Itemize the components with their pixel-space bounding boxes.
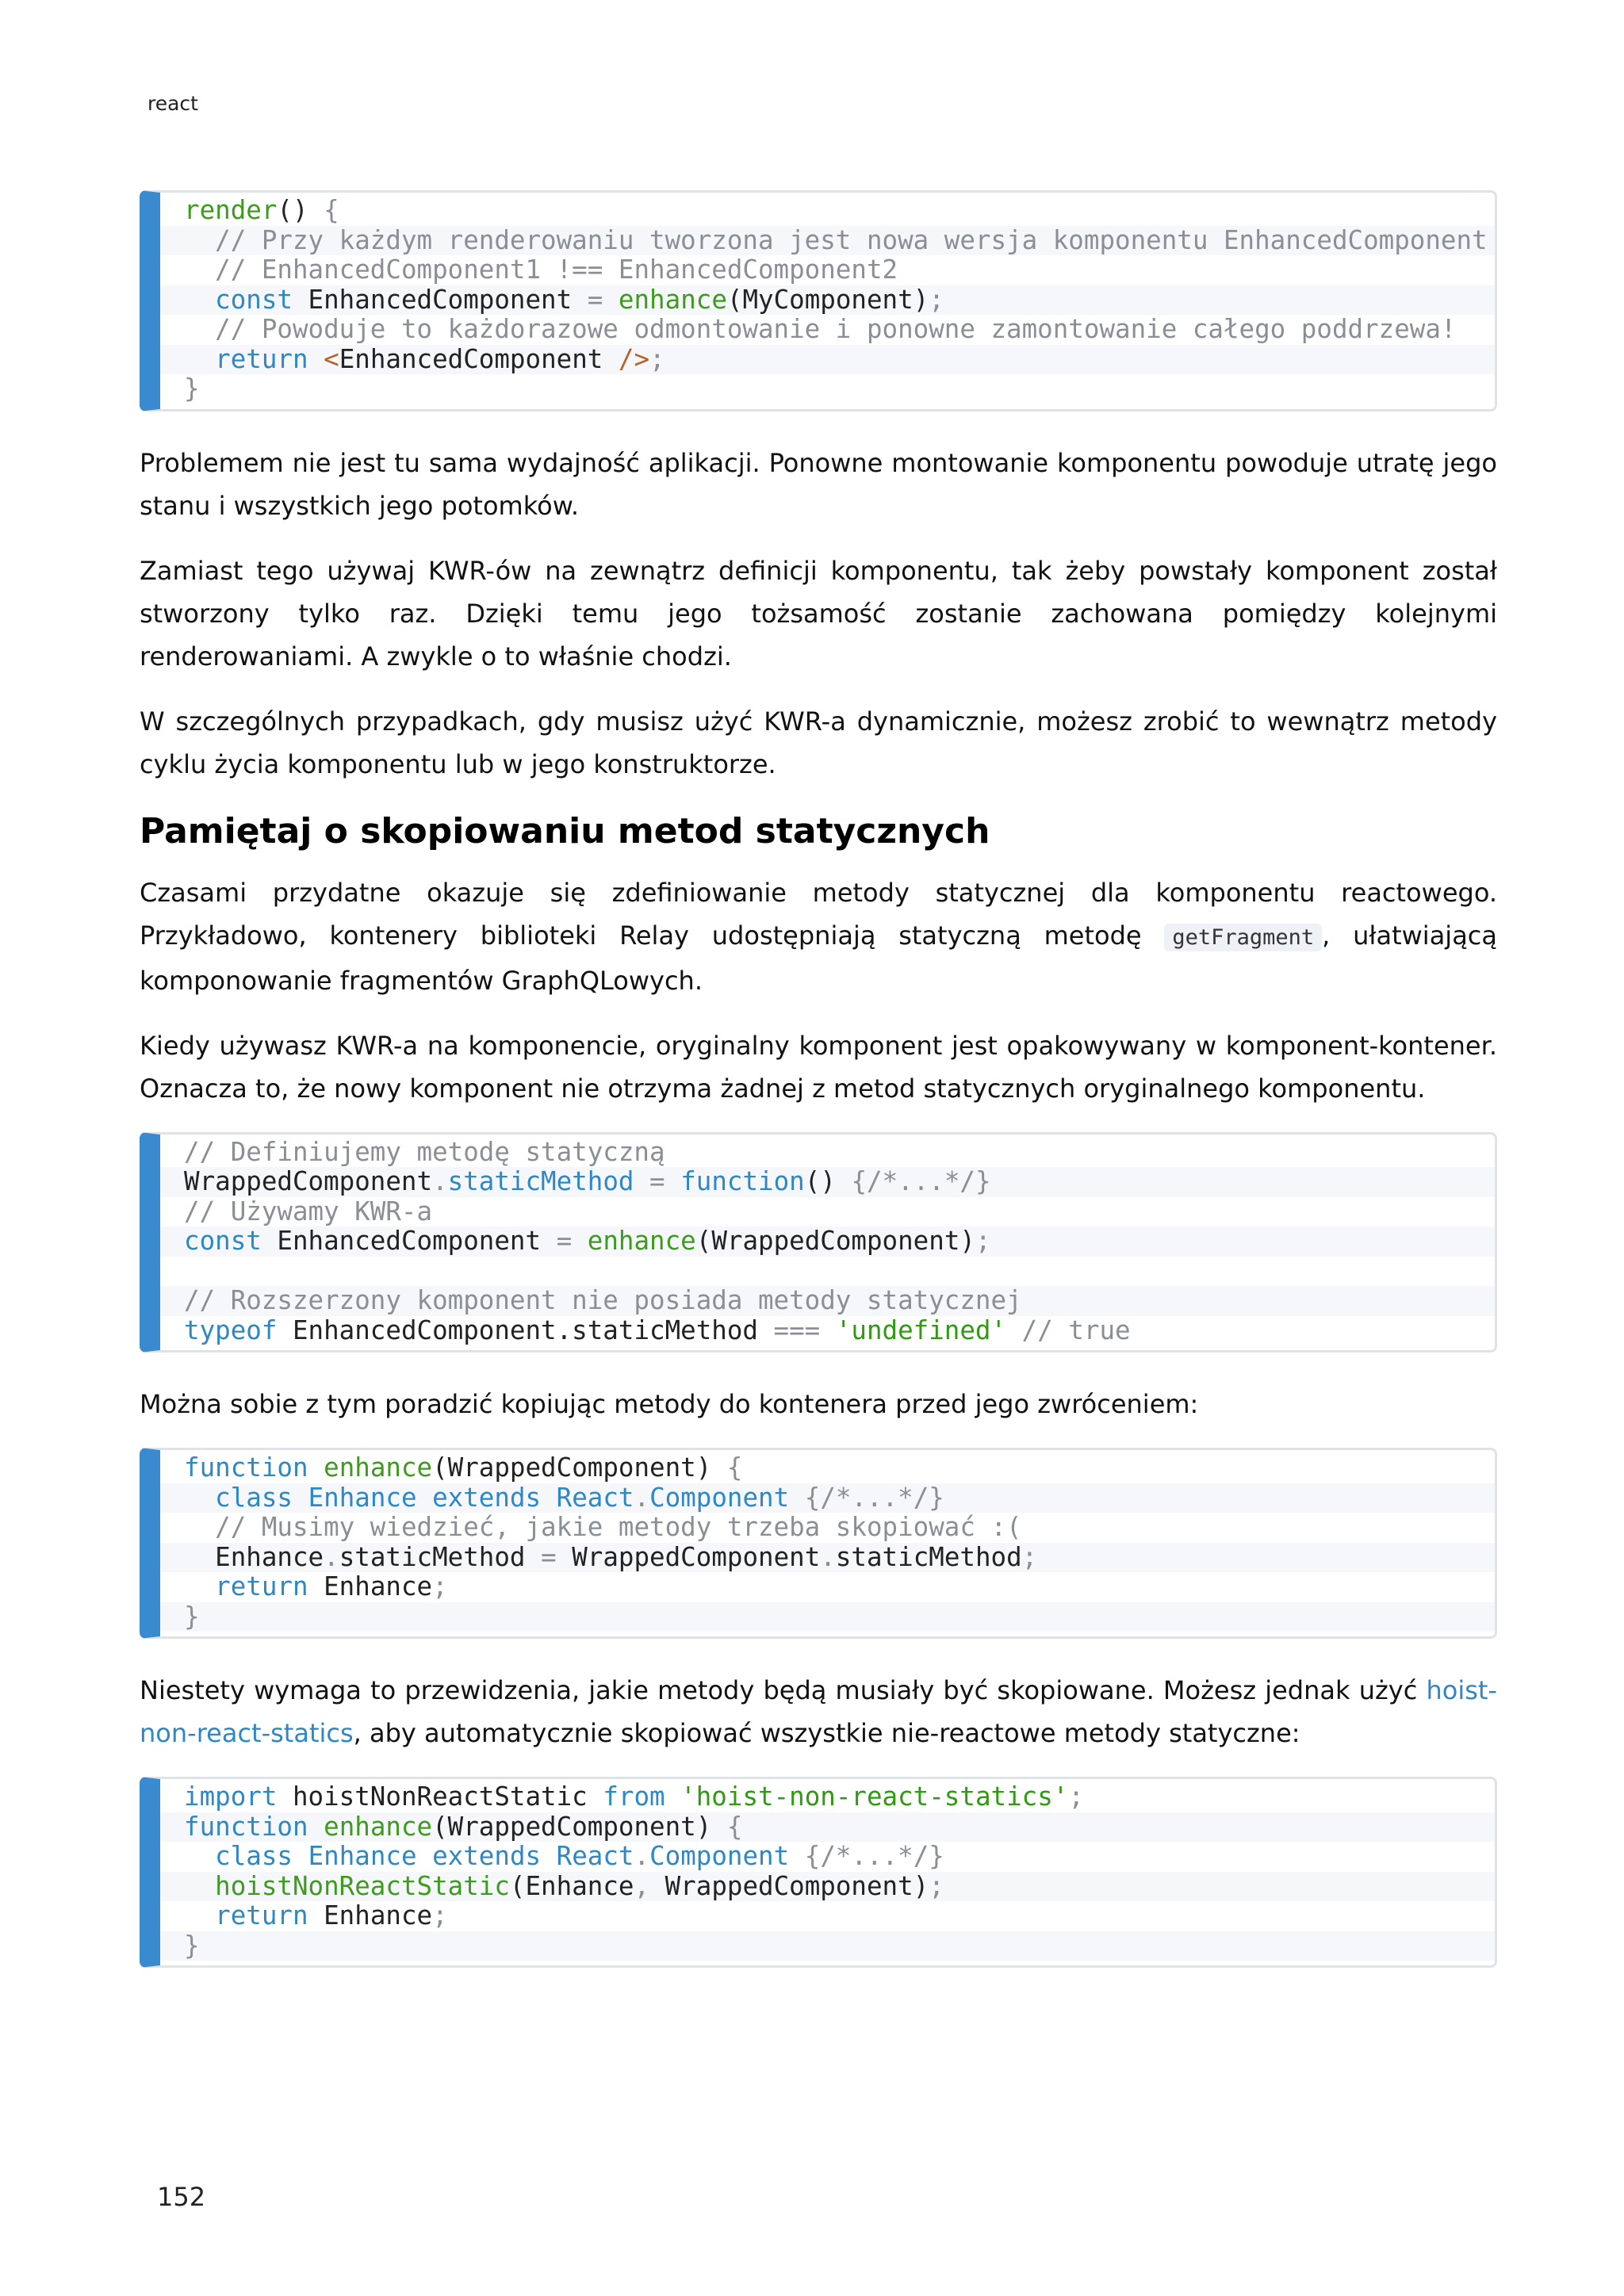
code-token xyxy=(293,1483,308,1513)
code-line xyxy=(184,1453,1495,1483)
code-line xyxy=(184,1316,1495,1346)
code-line xyxy=(160,1483,1495,1513)
code-token: Enhance xyxy=(308,1841,417,1871)
code-token: () xyxy=(277,195,324,225)
code-token: = xyxy=(556,1226,573,1256)
code-token: const xyxy=(184,1226,262,1256)
code-line xyxy=(160,226,1495,256)
code-token xyxy=(541,1841,557,1871)
code-token xyxy=(184,1841,215,1871)
code-token xyxy=(541,1483,557,1513)
code-token xyxy=(184,225,215,255)
code-token: staticMethod xyxy=(447,1166,634,1196)
code-token xyxy=(184,1483,215,1513)
paragraph: Problemem nie jest tu sama wydajność aplikacji. Ponowne montowanie komponentu powoduje utratę jego stanu i wszystkich jego potomków. xyxy=(140,447,1497,521)
code-token: Enhance xyxy=(308,1571,433,1601)
code-token xyxy=(184,285,215,315)
code-token xyxy=(665,1781,681,1812)
code-token: {/*...*/} xyxy=(851,1166,991,1196)
code-token: render xyxy=(184,195,278,225)
code-line xyxy=(160,345,1495,375)
code-token: (WrappedComponent) xyxy=(695,1226,975,1256)
code-block xyxy=(140,190,1497,411)
code-token xyxy=(308,1812,324,1842)
code-token: (MyComponent) xyxy=(726,284,929,315)
code-token: . xyxy=(324,1541,339,1572)
code-token xyxy=(603,285,619,315)
code-line xyxy=(184,1842,1495,1872)
code-line xyxy=(184,1782,1495,1812)
code-token: } xyxy=(184,373,200,404)
code-token: Enhance xyxy=(184,1541,324,1572)
code-token xyxy=(184,1571,215,1601)
code-line xyxy=(160,1543,1495,1573)
paragraph-text: , aby automatycznie skopiować wszystkie nie-reactowe metody statyczne: xyxy=(353,1718,1300,1748)
code-line xyxy=(160,1167,1495,1197)
code-token: React xyxy=(556,1482,634,1513)
code-line xyxy=(184,315,1495,345)
code-token xyxy=(1006,1315,1022,1345)
code-token: // Powoduje to każdorazowe odmontowanie i ponowne zamontowanie całego poddrzewa! xyxy=(215,314,1457,344)
code-token: () xyxy=(804,1166,852,1196)
code-token: < xyxy=(324,343,339,374)
code-token: class xyxy=(215,1482,293,1513)
code-line xyxy=(160,1226,1495,1257)
code-token: . xyxy=(820,1541,836,1572)
code-line xyxy=(184,1197,1495,1227)
code-line xyxy=(184,1513,1495,1543)
code-token: = xyxy=(587,284,603,315)
code-token: function xyxy=(184,1811,308,1842)
code-token xyxy=(184,314,215,344)
code-token: } xyxy=(184,1930,200,1961)
code-token: ; xyxy=(432,1900,448,1931)
code-token: = xyxy=(649,1166,665,1196)
code-block xyxy=(140,1448,1497,1639)
page-number: 152 xyxy=(157,2182,206,2212)
code-token: React xyxy=(556,1841,634,1871)
code-token: Component xyxy=(649,1841,790,1871)
code-token: { xyxy=(726,1811,743,1842)
code-token: extends xyxy=(432,1482,542,1513)
code-token: enhance xyxy=(618,284,727,315)
code-token: Enhance xyxy=(308,1482,417,1513)
code-token: EnhancedComponent xyxy=(261,1226,557,1256)
code-token: // Rozszerzony komponent nie posiada metody statycznej xyxy=(184,1285,1022,1315)
code-token xyxy=(820,1315,836,1345)
code-token: function xyxy=(184,1452,308,1483)
paragraph: Kiedy używasz KWR-a na komponencie, oryginalny komponent jest opakowywany w komponent-kontener. Oznacza to, że nowy komponent nie otrzyma żadnej z metod statycznych oryginalnego komponentu. xyxy=(140,1030,1497,1104)
code-token: EnhancedComponent xyxy=(339,343,619,374)
code-token: . xyxy=(634,1482,650,1513)
code-token xyxy=(184,254,215,285)
code-token: // Przy każdym renderowaniu tworzona jest nowa wersja komponentu EnhancedComponent xyxy=(215,224,1488,255)
paragraph xyxy=(140,1669,1497,1755)
code-token: 'undefined' xyxy=(835,1314,1007,1345)
code-token: enhance xyxy=(324,1452,433,1483)
code-token: ; xyxy=(975,1226,991,1256)
paragraph-text: Niestety wymaga to przewidzenia, jakie metody będą musiały być skopiowane. Możesz jednak użyć xyxy=(140,1675,1427,1705)
code-token: (WrappedComponent) xyxy=(432,1811,727,1842)
paragraph-text: , ułatwiającą komponowanie fragmentów GraphQLowych. xyxy=(140,920,1498,996)
code-token: return xyxy=(215,343,308,374)
code-line xyxy=(184,1257,1495,1287)
code-token xyxy=(308,1452,324,1483)
code-token: extends xyxy=(432,1841,542,1871)
code-token: === xyxy=(773,1314,821,1345)
code-token: Enhance xyxy=(308,1900,433,1931)
code-token xyxy=(789,1483,805,1513)
code-token xyxy=(184,1512,215,1542)
code-line xyxy=(160,1931,1495,1961)
code-token: ; xyxy=(929,284,944,315)
code-token: enhance xyxy=(587,1226,696,1256)
code-token xyxy=(308,344,324,374)
code-line xyxy=(184,1138,1495,1168)
code-token: function xyxy=(680,1166,805,1196)
code-token: /> xyxy=(618,343,650,374)
code-token xyxy=(417,1483,433,1513)
code-token: import xyxy=(184,1781,278,1812)
code-token: // true xyxy=(1021,1314,1131,1345)
code-token: . xyxy=(432,1166,448,1196)
code-token xyxy=(293,1841,308,1871)
code-token: { xyxy=(726,1452,743,1483)
paragraph: Można sobie z tym poradzić kopiując metody do kontenera przed jego zwróceniem: xyxy=(140,1389,1199,1419)
code-token: staticMethod xyxy=(835,1541,1022,1572)
inline-code: getFragment xyxy=(1164,924,1322,951)
code-token: 'hoist-non-react-statics' xyxy=(680,1781,1069,1812)
code-line xyxy=(184,1901,1495,1931)
code-token: ; xyxy=(432,1571,448,1601)
code-line xyxy=(160,1602,1495,1632)
paragraph: Zamiast tego używaj KWR-ów na zewnątrz definicji komponentu, tak żeby powstały komponent został stworzony tylko raz. Dzięki temu jego tożsamość zostanie zachowana pomiędzy kolejnymi renderowaniami. A zwykle o to właśnie chodzi. xyxy=(140,555,1497,672)
code-token xyxy=(184,1900,215,1931)
code-token xyxy=(789,1841,805,1871)
code-line xyxy=(184,196,1495,226)
code-token: (Enhance xyxy=(509,1870,634,1901)
code-token: = xyxy=(541,1541,557,1572)
code-token: hoistNonReactStatic xyxy=(277,1781,603,1812)
code-line xyxy=(160,1286,1495,1316)
code-block xyxy=(140,1777,1497,1968)
code-line xyxy=(184,255,1495,285)
code-token: ; xyxy=(929,1870,944,1901)
code-token: (WrappedComponent) xyxy=(432,1452,727,1483)
code-token: {/*...*/} xyxy=(804,1841,944,1871)
hoist-non-react-statics-link[interactable]: hoist-non-react-statics xyxy=(140,1675,1497,1748)
code-token: class xyxy=(215,1841,293,1871)
code-token: , xyxy=(634,1870,650,1901)
code-token: // Musimy wiedzieć, jakie metody trzeba skopiować :( xyxy=(215,1512,1022,1542)
code-token: return xyxy=(215,1900,308,1931)
code-token: EnhancedComponent.staticMethod xyxy=(277,1314,774,1345)
section-heading: Pamiętaj o skopiowaniu metod statycznych xyxy=(140,810,990,851)
code-token: // Używamy KWR-a xyxy=(184,1196,433,1226)
code-token: {/*...*/} xyxy=(804,1482,944,1513)
code-token: WrappedComponent xyxy=(184,1166,433,1196)
code-token xyxy=(634,1166,649,1196)
code-token: EnhancedComponent xyxy=(292,284,588,315)
code-line xyxy=(184,374,1495,404)
code-token: Component xyxy=(649,1482,790,1513)
code-token: . xyxy=(634,1841,650,1871)
code-token xyxy=(417,1841,433,1871)
code-token xyxy=(665,1166,681,1196)
code-token: WrappedComponent) xyxy=(649,1870,929,1901)
code-token xyxy=(184,1871,215,1901)
code-token: ; xyxy=(1021,1541,1038,1572)
code-token: // EnhancedComponent1 !== EnhancedComponent2 xyxy=(215,254,898,285)
code-block xyxy=(140,1132,1497,1353)
code-token: return xyxy=(215,1571,308,1601)
code-token: ; xyxy=(1068,1781,1084,1812)
code-token: hoistNonReactStatic xyxy=(215,1870,510,1901)
code-token: } xyxy=(184,1601,200,1632)
code-token: { xyxy=(324,195,339,225)
code-line xyxy=(160,285,1495,316)
code-token: typeof xyxy=(184,1314,278,1345)
page-content xyxy=(140,190,1497,1998)
code-line xyxy=(184,1572,1495,1602)
code-line xyxy=(160,1872,1495,1902)
code-token: const xyxy=(215,284,293,315)
code-token: // Definiujemy metodę statyczną xyxy=(184,1136,665,1167)
code-token: ; xyxy=(649,343,665,374)
code-token: enhance xyxy=(324,1811,433,1842)
code-token: WrappedComponent xyxy=(556,1541,821,1572)
paragraph-text: Czasami przydatne okazuje się zdefiniowanie metody statycznej dla komponentu reactowego. Przykładowo, kontenery biblioteki Relay udostępniają statyczną metodę xyxy=(140,877,1497,951)
code-token: staticMethod xyxy=(339,1541,542,1572)
paragraph: W szczególnych przypadkach, gdy musisz użyć KWR-a dynamicznie, możesz zrobić to wewnątrz metody cyklu życia komponentu lub w jego konstruktorze. xyxy=(140,706,1497,779)
paragraph xyxy=(140,871,1497,1002)
code-token xyxy=(184,344,215,374)
code-token xyxy=(572,1226,588,1256)
running-header: react xyxy=(147,92,198,115)
code-token: from xyxy=(603,1781,665,1812)
code-line xyxy=(160,1812,1495,1843)
